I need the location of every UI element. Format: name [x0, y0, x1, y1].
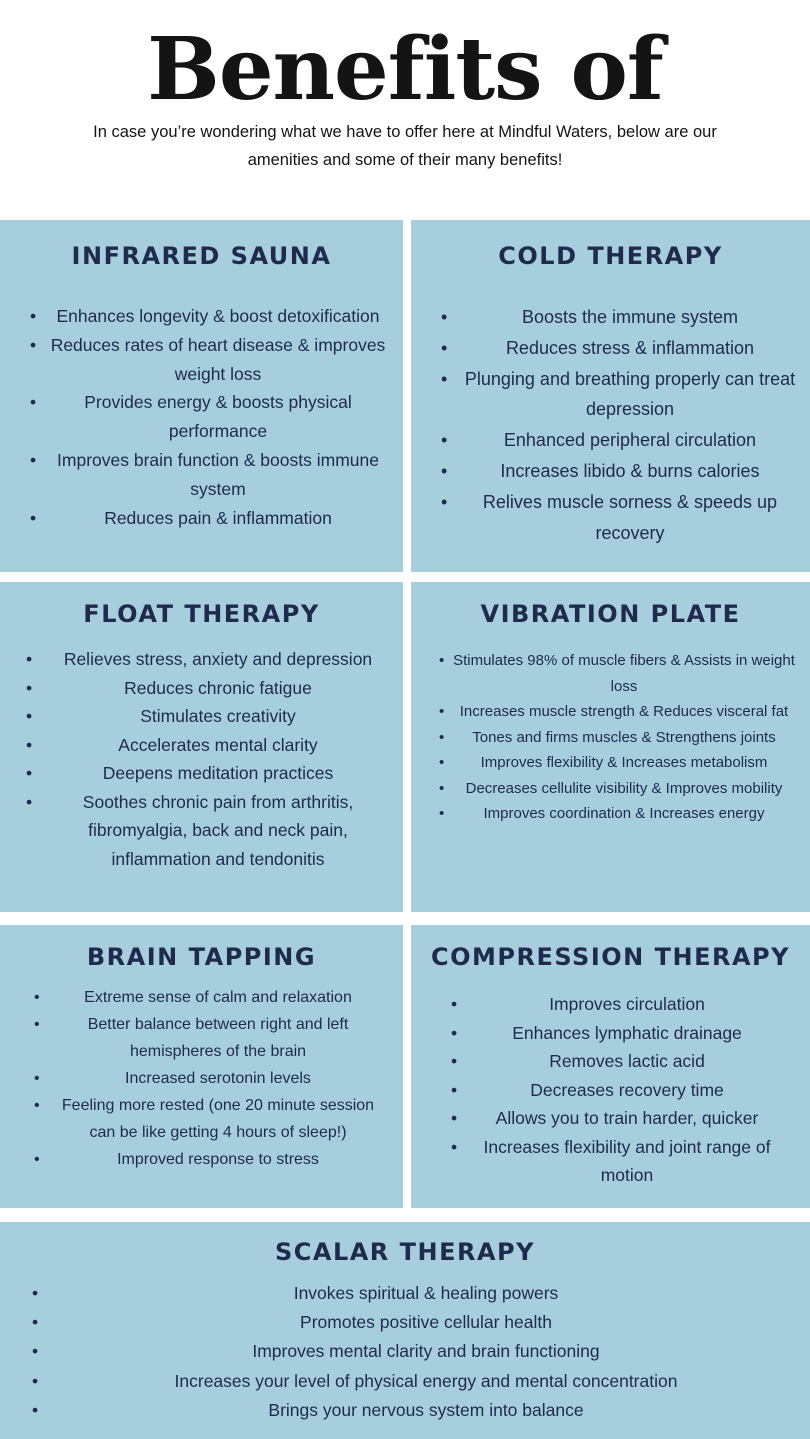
list-item: • Invokes spiritual & healing powers	[42, 1279, 810, 1308]
list-item: • Stimulates creativity	[44, 702, 392, 731]
cold-therapy-card	[411, 220, 810, 572]
page-title: Benefits of	[147, 19, 663, 120]
list-item: • Increases muscle strength & Reduces visceral fat	[451, 699, 797, 725]
list-item: • Relives muscle sorness & speeds up recovery	[455, 487, 805, 549]
list-item: • Increased serotonin levels	[48, 1065, 388, 1092]
list-item: • Decreases cellulite visibility & Improves mobility	[451, 776, 797, 802]
list-item: • Improves mental clarity and brain functioning	[42, 1337, 810, 1366]
compression-therapy-card	[411, 925, 810, 1208]
list-item: • Provides energy & boosts physical performance	[48, 388, 388, 446]
list-item: • Decreases recovery time	[465, 1076, 789, 1105]
cold-therapy-list	[455, 302, 805, 548]
list-item: • Stimulates 98% of muscle fibers & Assists in weight loss	[451, 648, 797, 699]
scalar-therapy-card	[0, 1222, 810, 1439]
list-item: • Improves circulation	[465, 990, 789, 1019]
compression-therapy-list	[465, 990, 789, 1190]
intro-text: In case you’re wondering what we have to offer here at Mindful Waters, below are our amenities and some of their many benefits!	[93, 123, 717, 169]
float-therapy-title: FLOAT THERAPY	[83, 600, 320, 628]
list-item: • Improves coordination & Increases energy	[451, 801, 797, 827]
scalar-therapy-title: SCALAR THERAPY	[274, 1238, 536, 1266]
vibration-plate-card	[411, 582, 810, 912]
infrared-sauna-list	[48, 302, 388, 532]
list-item: • Deepens meditation practices	[44, 759, 392, 788]
list-item: • Soothes chronic pain from arthritis, fibromyalgia, back and neck pain, inflammation and tendonitis	[44, 788, 392, 874]
list-item: • Allows you to train harder, quicker	[465, 1104, 789, 1133]
list-item: • Enhanced peripheral circulation	[455, 425, 805, 456]
list-item: • Reduces pain & inflammation	[48, 504, 388, 533]
list-item: • Increases flexibility and joint range of motion	[465, 1133, 789, 1190]
scalar-therapy-list	[42, 1279, 810, 1425]
list-item: • Boosts the immune system	[455, 302, 805, 333]
float-therapy-list	[44, 645, 392, 873]
list-item: • Improves flexibility & Increases metabolism	[451, 750, 797, 776]
infrared-sauna-card	[0, 220, 403, 572]
list-item: • Promotes positive cellular health	[42, 1308, 810, 1337]
list-item: • Plunging and breathing properly can treat depression	[455, 364, 805, 426]
list-item: • Better balance between right and left hemispheres of the brain	[48, 1011, 388, 1065]
list-item: • Improved response to stress	[48, 1146, 388, 1173]
infrared-sauna-title: INFRARED SAUNA	[71, 242, 332, 270]
list-item: • Accelerates mental clarity	[44, 731, 392, 760]
brain-tapping-list	[48, 984, 388, 1173]
list-item: • Enhances longevity & boost detoxification	[48, 302, 388, 331]
vibration-plate-list	[451, 648, 797, 827]
list-item: • Reduces stress & inflammation	[455, 333, 805, 364]
list-item: • Feeling more rested (one 20 minute session can be like getting 4 hours of sleep!)	[48, 1092, 388, 1146]
list-item: • Enhances lymphatic drainage	[465, 1019, 789, 1048]
float-therapy-card	[0, 582, 403, 912]
list-item: • Increases libido & burns calories	[455, 456, 805, 487]
list-item: • Relieves stress, anxiety and depression	[44, 645, 392, 674]
list-item: • Reduces chronic fatigue	[44, 674, 392, 703]
list-item: • Brings your nervous system into balance	[42, 1396, 810, 1425]
list-item: • Improves brain function & boosts immune system	[48, 446, 388, 504]
vibration-plate-title: VIBRATION PLATE	[480, 600, 741, 628]
list-item: • Removes lactic acid	[465, 1047, 789, 1076]
list-item: • Reduces rates of heart disease & improves weight loss	[48, 331, 388, 389]
brain-tapping-title: BRAIN TAPPING	[86, 943, 317, 971]
cold-therapy-title: COLD THERAPY	[498, 242, 723, 270]
list-item: • Extreme sense of calm and relaxation	[48, 984, 388, 1011]
list-item: • Increases your level of physical energy and mental concentration	[42, 1367, 810, 1396]
compression-therapy-title: COMPRESSION THERAPY	[430, 943, 790, 971]
list-item: • Tones and firms muscles & Strengthens joints	[451, 725, 797, 751]
brain-tapping-card	[0, 925, 403, 1208]
